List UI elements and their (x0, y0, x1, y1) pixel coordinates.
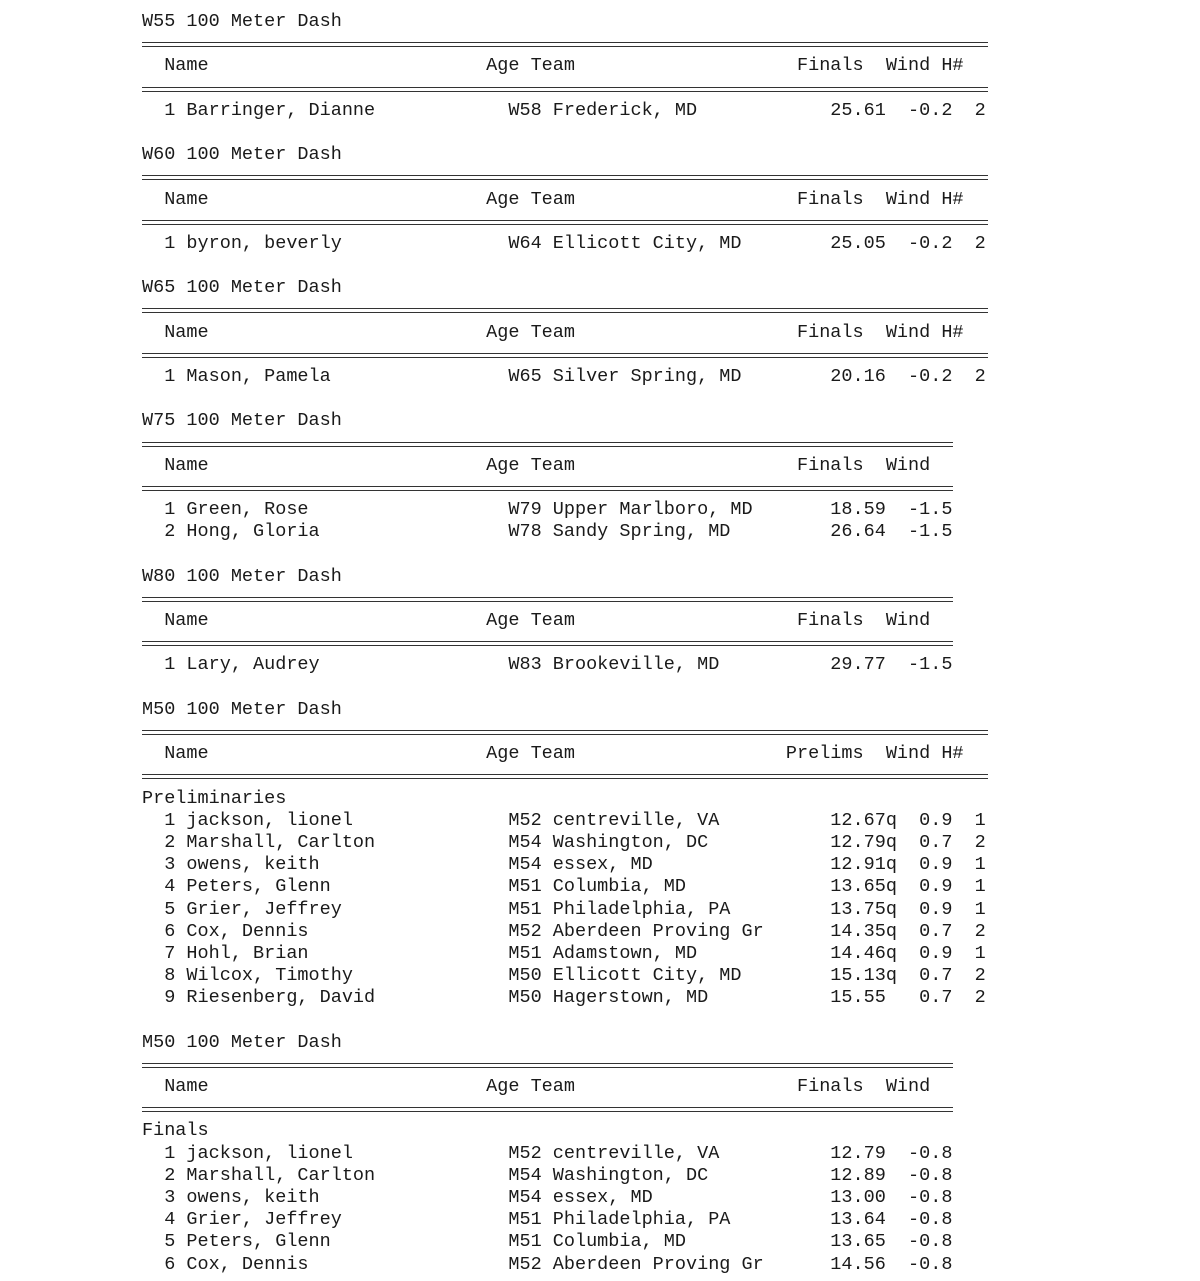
event-title: W75 100 Meter Dash (142, 410, 342, 432)
event-title: M50 100 Meter Dash (142, 1031, 342, 1053)
result-row: 1 jackson, lionel M52 centreville, VA 12.79 -0.8 (142, 1142, 953, 1164)
separator-rule (142, 1054, 953, 1076)
table-header: Name Age Team Finals Wind (142, 610, 931, 632)
result-row: 9 Riesenberg, David M50 Hagerstown, MD 15.55 0.7 2 (142, 987, 986, 1009)
separator-rule (142, 166, 988, 188)
separator-rule (142, 299, 988, 321)
section-label: Preliminaries (142, 787, 287, 809)
event-block (142, 11, 1200, 144)
separator-rule (142, 588, 953, 610)
event-block (142, 566, 1200, 699)
spacer (142, 122, 1200, 144)
event-title: W60 100 Meter Dash (142, 144, 342, 166)
result-row: 1 Mason, Pamela W65 Silver Spring, MD 20.16 -0.2 2 (142, 366, 986, 387)
spacer (142, 255, 1200, 277)
spacer (142, 544, 1200, 566)
separator-rule (142, 721, 988, 743)
result-row: 3 owens, keith M54 essex, MD 13.00 -0.8 (142, 1186, 953, 1208)
section-label: Finals (142, 1120, 209, 1142)
spacer (142, 1009, 1200, 1031)
separator-rule (142, 1098, 953, 1120)
result-row: 1 Barringer, Dianne W58 Frederick, MD 25.61 -0.2 2 (142, 99, 986, 121)
table-header: Name Age Team Finals Wind (142, 454, 931, 476)
event-block (142, 1032, 1200, 1276)
table-header: Name Age Team Finals Wind H# (142, 321, 964, 343)
result-row: 1 Green, Rose W79 Upper Marlboro, MD 18.59 -1.5 (142, 499, 953, 521)
result-row: 7 Hohl, Brian M51 Adamstown, MD 14.46q 0.9 1 (142, 942, 986, 964)
result-row: 1 Lary, Audrey W83 Brookeville, MD 29.77 -1.5 (142, 654, 953, 676)
event-block (142, 699, 1200, 1032)
result-row: 4 Peters, Glenn M51 Columbia, MD 13.65q 0.9 1 (142, 876, 986, 898)
separator-rule (142, 477, 953, 499)
table-header: Name Age Team Finals Wind H# (142, 55, 964, 77)
result-row: 6 Cox, Dennis M52 Aberdeen Proving Gr 14.35q 0.7 2 (142, 920, 986, 942)
separator-rule (142, 433, 953, 455)
result-row: 1 byron, beverly W64 Ellicott City, MD 25.05 -0.2 2 (142, 232, 986, 254)
result-row: 2 Marshall, Carlton M54 Washington, DC 12.89 -0.8 (142, 1164, 953, 1186)
table-header: Name Age Team Prelims Wind H# (142, 743, 964, 765)
event-title: W80 100 Meter Dash (142, 565, 342, 587)
event-title: M50 100 Meter Dash (142, 698, 342, 720)
result-row: 1 jackson, lionel M52 centreville, VA 12.67q 0.9 1 (142, 809, 986, 831)
separator-rule (142, 765, 988, 787)
separator-rule (142, 211, 988, 233)
spacer (142, 677, 1200, 699)
event-title: W55 100 Meter Dash (142, 11, 342, 32)
result-row: 6 Cox, Dennis M52 Aberdeen Proving Gr 14.56 -0.8 (142, 1253, 953, 1275)
event-block (142, 144, 1200, 277)
result-row: 3 owens, keith M54 essex, MD 12.91q 0.9 1 (142, 854, 986, 876)
table-header: Name Age Team Finals Wind (142, 1076, 931, 1097)
result-row: 5 Peters, Glenn M51 Columbia, MD 13.65 -0.8 (142, 1231, 953, 1253)
result-row: 2 Marshall, Carlton M54 Washington, DC 12.79q 0.7 2 (142, 831, 986, 853)
separator-rule (142, 33, 988, 55)
table-header: Name Age Team Finals Wind H# (142, 188, 964, 210)
result-row: 5 Grier, Jeffrey M51 Philadelphia, PA 13.75q 0.9 1 (142, 898, 986, 920)
separator-rule (142, 78, 988, 100)
result-row: 4 Grier, Jeffrey M51 Philadelphia, PA 13.64 -0.8 (142, 1209, 953, 1231)
event-title: W65 100 Meter Dash (142, 277, 342, 299)
event-block (142, 277, 1200, 410)
event-block (142, 410, 1200, 565)
result-row: 8 Wilcox, Timothy M50 Ellicott City, MD 15.13q 0.7 2 (142, 965, 986, 987)
result-row: 2 Hong, Gloria W78 Sandy Spring, MD 26.64 -1.5 (142, 521, 953, 543)
spacer (142, 388, 1200, 410)
separator-rule (142, 344, 988, 366)
separator-rule (142, 632, 953, 654)
